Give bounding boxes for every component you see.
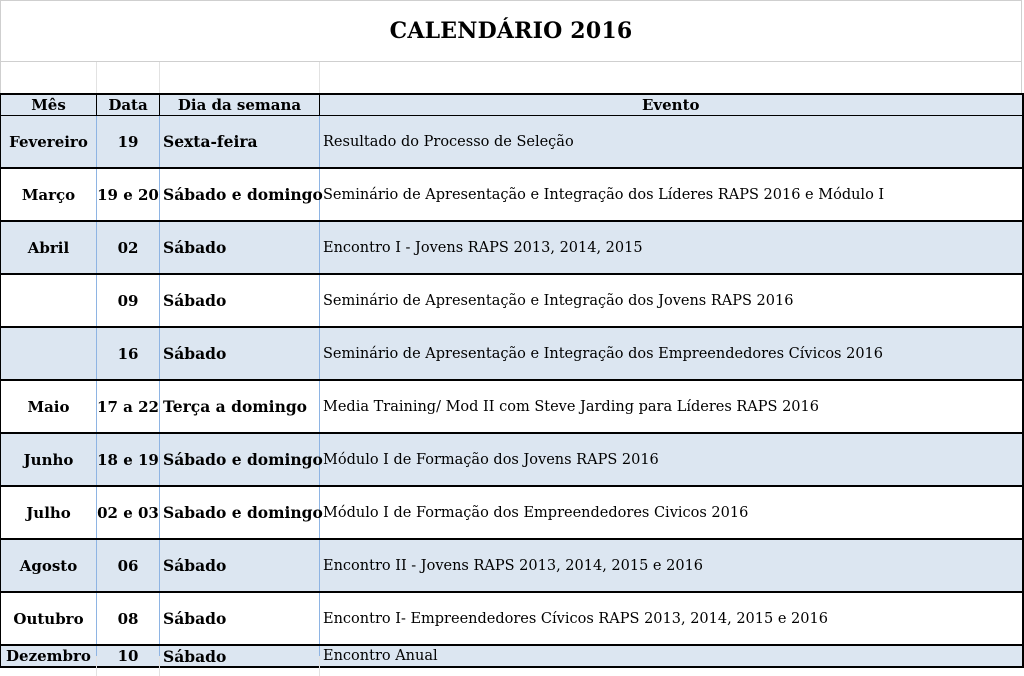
cell-dia: Sábado <box>160 327 320 380</box>
page-title: CALENDÁRIO 2016 <box>0 0 1022 62</box>
cell-evento: Media Training/ Mod II com Steve Jarding para Líderes RAPS 2016 <box>320 380 1023 433</box>
cell-mes: Dezembro <box>1 645 97 667</box>
table-row <box>1 539 1023 592</box>
header-evento: Evento <box>320 94 1023 116</box>
cell-mes: Março <box>1 168 97 221</box>
cell-dia: Sexta-feira <box>160 116 320 169</box>
table-row <box>1 592 1023 645</box>
cell-data: 19 e 20 <box>97 168 160 221</box>
cell-dia: Sábado <box>160 274 320 327</box>
cell-dia: Sábado <box>160 645 320 667</box>
cell-dia: Sábado <box>160 539 320 592</box>
table-row <box>1 116 1023 169</box>
header-row <box>1 94 1023 116</box>
cell-data: 02 e 03 <box>97 486 160 539</box>
table-row <box>1 433 1023 486</box>
cell-evento: Seminário de Apresentação e Integração dos Líderes RAPS 2016 e Módulo I <box>320 168 1023 221</box>
cell-mes: Outubro <box>1 592 97 645</box>
cell-evento: Encontro II - Jovens RAPS 2013, 2014, 2015 e 2016 <box>320 539 1023 592</box>
header-mes: Mês <box>1 94 97 116</box>
table-row <box>1 486 1023 539</box>
cell-evento: Seminário de Apresentação e Integração dos Empreendedores Cívicos 2016 <box>320 327 1023 380</box>
cell-data: 19 <box>97 116 160 169</box>
cell-mes: Abril <box>1 221 97 274</box>
table-row <box>1 327 1023 380</box>
grid-line <box>159 62 160 93</box>
spacer-row <box>0 62 1022 93</box>
cell-data: 02 <box>97 221 160 274</box>
cell-evento: Módulo I de Formação dos Empreendedores Civicos 2016 <box>320 486 1023 539</box>
table-row <box>1 380 1023 433</box>
table-row <box>1 274 1023 327</box>
cell-data: 08 <box>97 592 160 645</box>
grid-line <box>319 62 320 93</box>
footer-row <box>0 656 1022 676</box>
cell-evento: Resultado do Processo de Seleção <box>320 116 1023 169</box>
table-row <box>1 221 1023 274</box>
cell-data: 06 <box>97 539 160 592</box>
cell-mes: Fevereiro <box>1 116 97 169</box>
cell-dia: Sábado e domingo <box>160 168 320 221</box>
cell-dia: Sabado e domingo <box>160 486 320 539</box>
cell-data: 18 e 19 <box>97 433 160 486</box>
cell-evento: Seminário de Apresentação e Integração dos Jovens RAPS 2016 <box>320 274 1023 327</box>
grid-line <box>96 62 97 93</box>
cell-dia: Terça a domingo <box>160 380 320 433</box>
cell-evento: Encontro I - Jovens RAPS 2013, 2014, 2015 <box>320 221 1023 274</box>
cell-evento: Módulo I de Formação dos Jovens RAPS 2016 <box>320 433 1023 486</box>
cell-data: 09 <box>97 274 160 327</box>
header-data: Data <box>97 94 160 116</box>
table-row <box>1 168 1023 221</box>
cell-mes: Julho <box>1 486 97 539</box>
cell-dia: Sábado e domingo <box>160 433 320 486</box>
cell-mes: Junho <box>1 433 97 486</box>
cell-data: 10 <box>97 645 160 667</box>
cell-mes <box>1 274 97 327</box>
calendar-table <box>0 93 1024 668</box>
cell-mes: Agosto <box>1 539 97 592</box>
cell-mes: Maio <box>1 380 97 433</box>
header-dia: Dia da semana <box>160 94 320 116</box>
cell-data: 17 a 22 <box>97 380 160 433</box>
cell-dia: Sábado <box>160 221 320 274</box>
cell-data: 16 <box>97 327 160 380</box>
cell-dia: Sábado <box>160 592 320 645</box>
cell-evento: Encontro I- Empreendedores Cívicos RAPS 2013, 2014, 2015 e 2016 <box>320 592 1023 645</box>
cell-mes <box>1 327 97 380</box>
cell-evento: Encontro Anual <box>320 645 1023 667</box>
